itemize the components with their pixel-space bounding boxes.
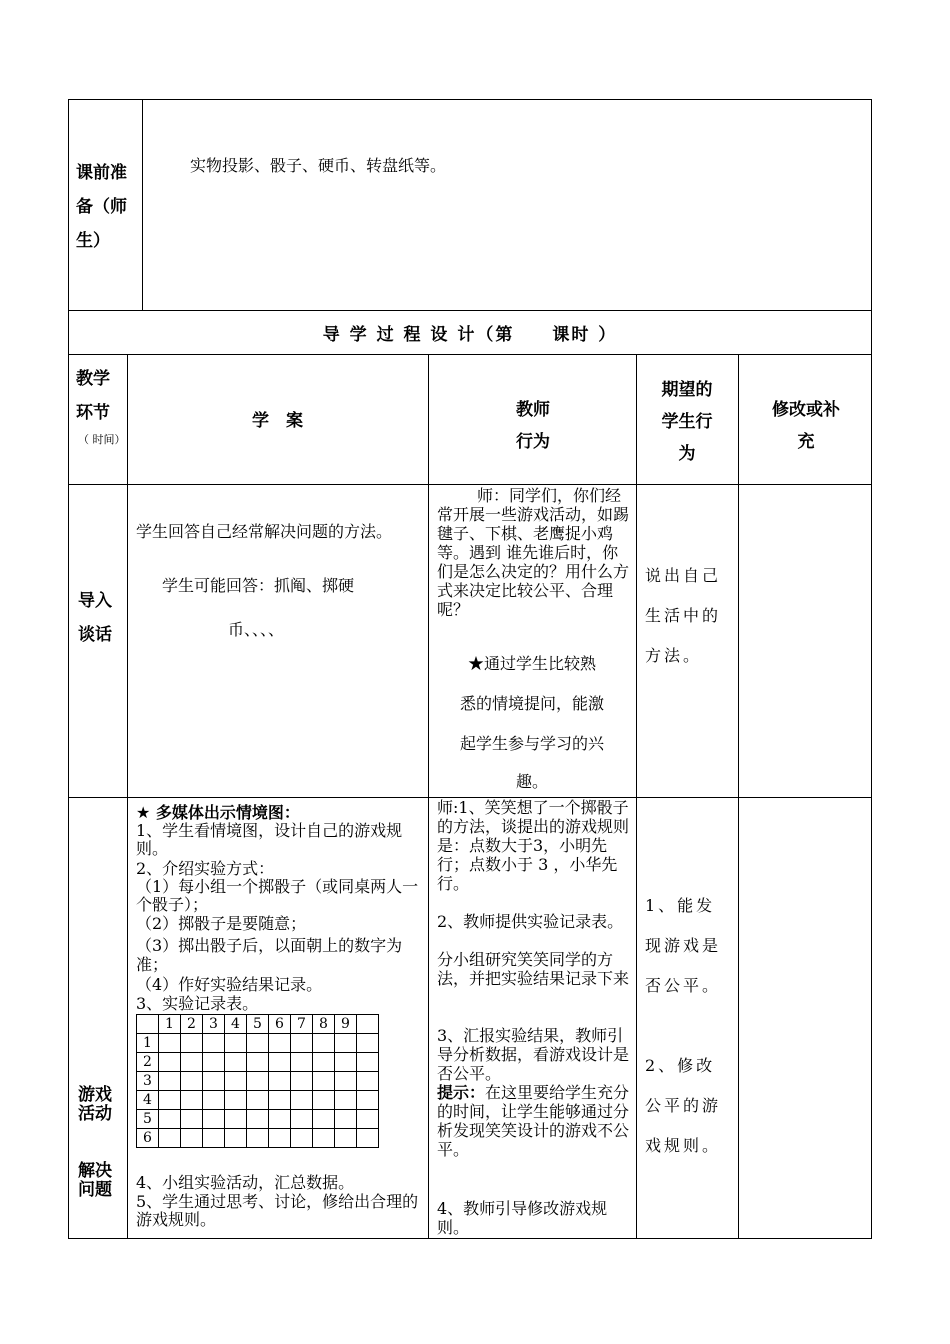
record-row-header: 4: [137, 1091, 159, 1110]
header-stage-time: （ 时间）: [78, 433, 126, 446]
record-corner-cell: [137, 1015, 159, 1034]
row1-teacher-note-1: ★通过学生比较熟: [467, 654, 596, 673]
row2-plan-line-2: 2、介绍实验方式：: [136, 859, 275, 878]
row2-plan-line-7: 3、实验记录表。: [136, 994, 259, 1013]
row2-plan-after-1: 4、小组实验活动，汇总数据。: [136, 1173, 355, 1192]
record-empty-cell: [357, 1015, 379, 1034]
row2-plan-line-1: 1、学生看情境图，设计自己的游戏规则。: [136, 821, 403, 858]
record-row-header: 3: [137, 1072, 159, 1091]
row1-plan-2: 学生可能回答：抓阄、掷硬: [162, 576, 355, 595]
row2-student-1: 1、能发现游戏是否公平。: [645, 896, 722, 995]
prep-label: 课前准备（师生）: [76, 163, 127, 251]
record-col-header: 4: [225, 1015, 247, 1034]
record-row: [137, 1091, 379, 1110]
record-row-header: 1: [137, 1034, 159, 1053]
section-title: 导 学 过 程 设 计（第 课时 ）: [322, 325, 618, 345]
row1-stage: 导入谈话: [78, 591, 112, 645]
row2-teacher-last: 4、教师引导修改游戏规则。: [437, 1199, 608, 1237]
record-row: [137, 1129, 379, 1148]
record-col-header: 3: [203, 1015, 225, 1034]
record-col-header: 9: [335, 1015, 357, 1034]
header-teacher: 教师行为: [516, 400, 550, 452]
prep-box: [68, 99, 872, 311]
record-row: [137, 1072, 379, 1091]
record-col-header: 5: [247, 1015, 269, 1034]
row1-plan-1: 学生回答自己经常解决问题的方法。: [136, 522, 393, 541]
record-row-header: 2: [137, 1053, 159, 1072]
record-header-row: [137, 1015, 379, 1034]
header-student: 期望的学生行为: [661, 380, 713, 464]
record-col-header: 1: [159, 1015, 181, 1034]
row2-plan-line-4: （2）掷骰子是要随意；: [136, 914, 307, 933]
row2-teacher-line-3: 分小组研究笑笑同学的方法，并把实验结果记录下来: [437, 950, 630, 988]
prep-content: 实物投影、骰子、硬币、转盘纸等。: [190, 156, 447, 175]
tip-label: 提示：: [437, 1083, 486, 1102]
row1-teacher-note-3: 起学生参与学习的兴: [459, 734, 604, 753]
tip-text: 在这里要给学生充分的时间，让学生能够通过分析发现笑笑设计的游戏不公平。: [437, 1083, 630, 1159]
record-col-header: 8: [313, 1015, 335, 1034]
row2-student-2: 2、修改公平的游戏规则。: [645, 1056, 722, 1155]
row1-teacher-note-2: 悉的情境提问，能激: [459, 694, 604, 713]
record-row: [137, 1110, 379, 1129]
experiment-record-table: [136, 1014, 379, 1148]
header-revise: 修改或补充: [772, 400, 840, 452]
row1-teacher-note-4: 趣。: [515, 772, 548, 791]
header-plan: 学 案: [252, 411, 303, 431]
title-divider: [68, 354, 872, 355]
row1-student: 说出自己生活中的方法。: [645, 566, 722, 665]
record-row: [137, 1034, 379, 1053]
row2-teacher-tip: [437, 1083, 630, 1159]
record-row: [137, 1053, 379, 1072]
row1-plan-3: 币、、、、: [228, 620, 285, 639]
record-row-header: 6: [137, 1129, 159, 1148]
header-divider: [68, 484, 872, 485]
row2-plan-line-5: （3）掷出骰子后，以面朝上的数字为准；: [136, 936, 403, 974]
record-col-header: 6: [269, 1015, 291, 1034]
row2-plan-line-6: （4）作好实验结果记录。: [136, 975, 323, 994]
row2-teacher-line-4: 3、汇报实验结果，教师引导分析数据，看游戏设计是否公平。: [437, 1026, 630, 1083]
header-stage: 教学环节: [76, 369, 110, 423]
record-row-header: 5: [137, 1110, 159, 1129]
row2-teacher-line-2: 2、教师提供实验记录表。: [437, 912, 624, 931]
row2-stage-2: 解决问题: [78, 1161, 112, 1200]
row2-stage-1: 游戏活动: [78, 1085, 112, 1124]
row2-teacher-line-1: 师:1、笑笑想了一个掷骰子的方法，谈提出的游戏规则是：点数大于3，小明先行；点数小于 3 ，小华先行。: [437, 798, 630, 893]
prep-divider: [142, 99, 143, 311]
row1-teacher-main: 师：同学们，你们经常开展一些游戏活动，如踢毽子、下棋、老鹰捉小鸡等。遇到 谁先谁后时，你们是怎么决定的？用什么方式来决定比较公平、合理呢？: [437, 486, 630, 619]
record-col-header: 2: [181, 1015, 203, 1034]
row2-plan-after-2: 5、学生通过思考、讨论，修给出合理的游戏规则。: [136, 1192, 419, 1229]
record-col-header: 7: [291, 1015, 313, 1034]
row2-plan-heading: ★ 多媒体出示情境图：: [136, 803, 300, 822]
row2-plan-line-3: （1）每小组一个掷骰子（或同桌两人一个骰子）；: [136, 877, 419, 914]
